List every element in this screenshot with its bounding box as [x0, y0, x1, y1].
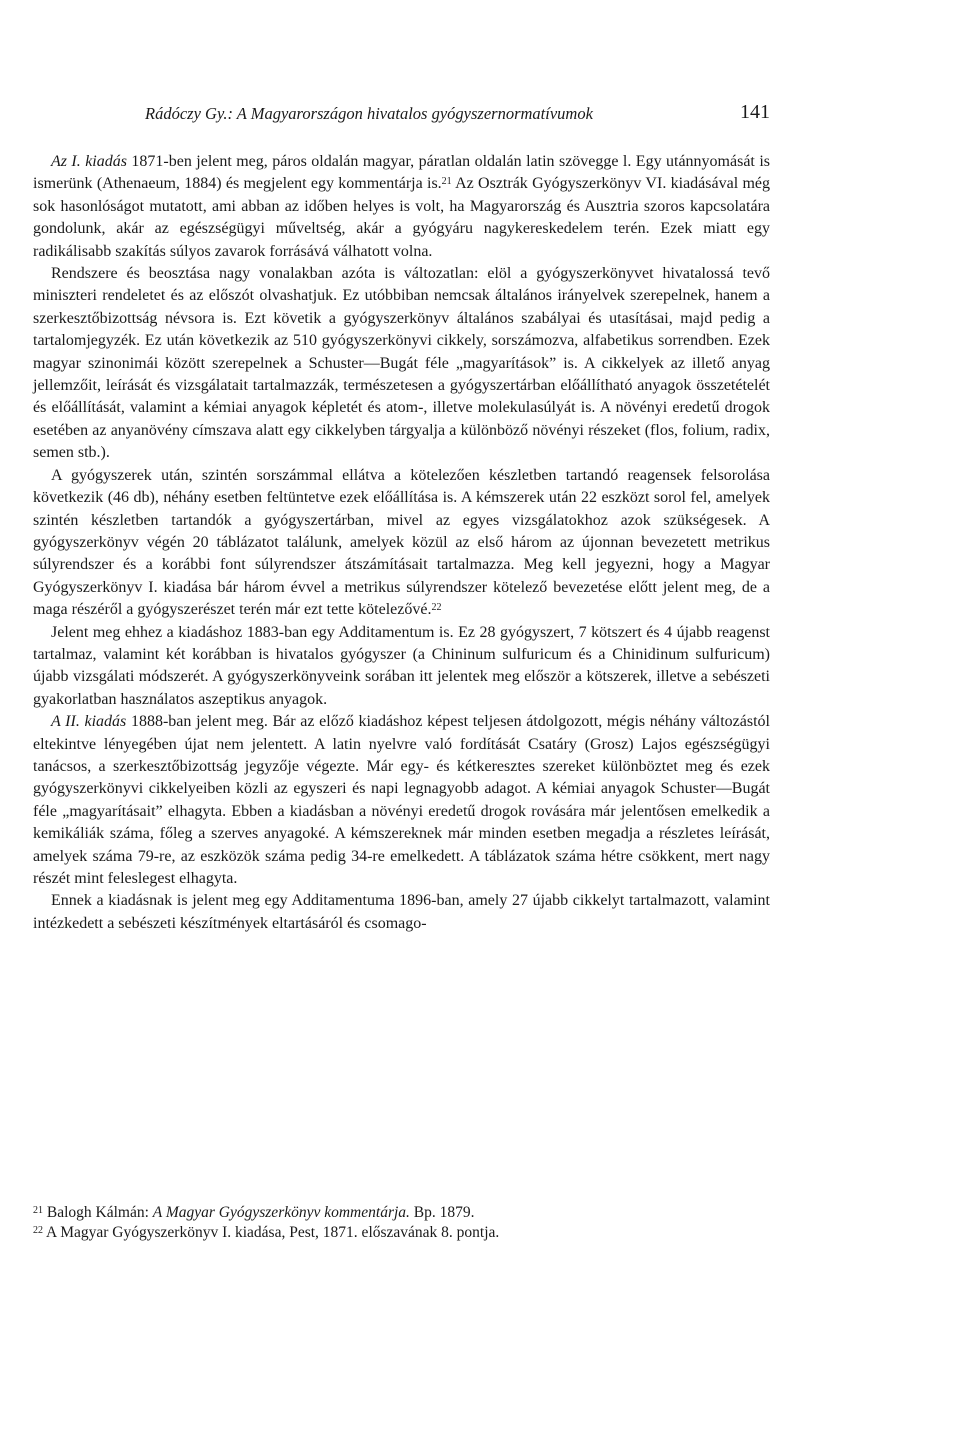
body-text [33, 151, 770, 935]
footnote-ref: 22 [431, 601, 442, 613]
running-head: Rádóczy Gy.: A Magyarországon hivatalos gyógyszernormatívumok [145, 104, 593, 123]
paragraph-text: Az Osztrák Gyógyszerkönyv VI. kiadásával még sok hasonlóságot mutatott, ami abban az időben helyes is volt, ha Magyarország és Ausztria szoros kapcsolatára gondolunk, akár az egészségügyi műveltség, akár a gyógyáru nagykereskedelem terén. Ezek miatt egy radikálisabb szakítás súlyos zavarok forrásává válhatott volna. [33, 175, 770, 260]
paragraph-3 [33, 465, 770, 622]
edition-label: A II. kiadás [51, 713, 127, 731]
paragraph-6: Ennek a kiadásnak is jelent meg egy Additamentuma 1896-ban, amely 27 újabb cikkelyt tartalmazott, valamint intézkedett a sebészeti készítmények eltartásáról és csomago- [33, 892, 770, 932]
paragraph-1 [33, 151, 770, 263]
footnote-text: A Magyar Gyógyszerkönyv I. kiadása, Pest, 1871. előszavának 8. pontja. [43, 1224, 500, 1241]
paragraph-text: 1871-ben jelent meg, páros oldalán magyar, páratlan oldalán latin szövegge l. Egy utánnyomását is ismerünk (Athenaeum, 1884) és megjelent egy kommentárja is. [33, 153, 770, 193]
footnote-text: Bp. 1879. [409, 1204, 475, 1221]
footnotes [33, 1203, 770, 1243]
footnote-title: A Magyar Gyógyszerkönyv kommentárja. [152, 1204, 410, 1221]
paragraph-2: Rendszere és beosztása nagy vonalakban azóta is változatlan: elöl a gyógyszerkönyvet hivatalossá tevő miniszteri rendeletet és az előszót olvashatjuk. Ez utóbbiban nemcsak általános irányelvek szerepelnek, hanem a szerkesztőbizottság névsora is. Ezt követik a gyógyszerkönyv általános szabályai és utasításai, majd pedig a tartalomjegyzék. Ez után következik az 510 gyógyszerkönyvi cikkely, sorszámozva, alfabetikus sorrendben. Ezek magyar szinonimái között szerepelnek a Schuster—Bugát féle „magyarítások” is. A cikkelyek az illető anyag jellemzőit, leírását és vizsgálatait tartalmazzák, természetesen a gyógyszertárban előállítható anyagok összetételét és előállítását, valamint a kémiai anyagok képletét és atom-, illetve molekulasúlyát is. A növényi eredetű drogok esetében az anyanövény címszava alatt egy cikkelyben tárgyalja a különböző növényi részeket (flos, folium, radix, semen stb.). [33, 265, 770, 462]
paragraph-text: 1888-ban jelent meg. Bár az előző kiadáshoz képest teljesen átdolgozott, mégis néhány változástól eltekintve lényegében újat nem jelentett. A latin nyelvre való fordítását Csatáry (Grosz) Lajos egészségügyi tanácsos, a szerkesztőbizottság jegyzője végezte. Már egy- és kétkeresztes szereket különböztet meg és ezek gyógyszerkönyvi cikkelyeiben közli az egyszeri és napi legnagyobb adagot. A kémiai anyagok Schuster—Bugát féle „magyarításait” elhagyta. Ebben a kiadásban a növényi eredetű drogok rovására már jelentősen emelkedik a kemikáliák száma, főleg a szerves anyagoké. A kémszereknek már minden esetben megadja a részletes leírását, amelyek száma 79-re, az eszközök száma pedig 34-re emelkedett. A táblázatok száma hétre csökkent, mert nagy részét mint feleslegest elhagyta. [33, 713, 771, 887]
paragraph-text: A gyógyszerek után, szintén sorszámmal ellátva a kötelezően készletben tartandó reagensek felsorolása következik (46 db), néhány esetben feltüntetve ezek előállítása is. A kémszerek után 22 eszközt sorol fel, amelyek szintén készletben tartandók a gyógyszertárban, mivel az egyes vizsgálatokhoz azok szükségesek. A gyógyszerkönyv végén 20 táblázatot találunk, amelyek közül az első három az újonnan bevezetett metrikus súlyrendszer és a korábbi font súlyrendszer átszámításait tartalmazza. Meg kell jegyezni, hogy a Magyar Gyógyszerkönyv I. kiadása bár három évvel a metrikus súlyrendszer kötelező bevezetése előtt jelent meg, de a maga részéről a gyógyszerészet terén már ezt tette kötelezővé. [33, 466, 770, 619]
footnote-mark: 21 [33, 1204, 43, 1216]
footnote-22 [33, 1223, 770, 1243]
edition-label: Az I. kiadás [51, 153, 127, 170]
paragraph-5 [33, 711, 770, 890]
footnote-21 [33, 1203, 770, 1223]
page-header [90, 96, 770, 136]
paragraph-4: Jelent meg ehhez a kiadáshoz 1883-ban egy Additamentum is. Ez 28 gyógyszert, 7 kötszert és 4 újabb reagenst tartalmaz, valamint két korábban is hivatalos gyógyszer (a Chininum sulfuricum és a Chinidinum sulfuricum) újabb vizsgálati módszerét. A gyógyszerkönyveink sorában itt jelentek meg először a kötszerek, illetve a sebészeti gyakorlatban használatos aszeptikus anyagok. [33, 623, 770, 708]
footnote-ref: 21 [441, 175, 452, 187]
footnote-mark: 22 [33, 1224, 43, 1236]
footnote-author: Balogh Kálmán: [43, 1204, 153, 1221]
page-number: 141 [740, 101, 770, 123]
